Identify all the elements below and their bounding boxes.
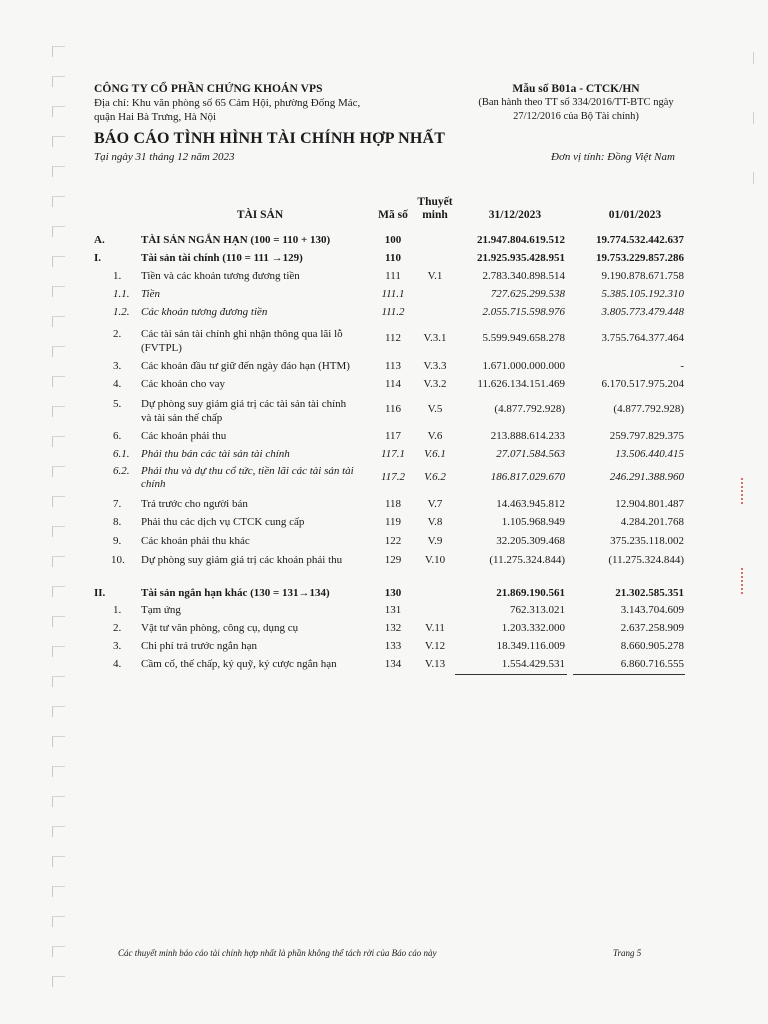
- row-previous: 12.904.801.487: [615, 498, 684, 510]
- column-code: Mã số: [378, 209, 408, 221]
- row-previous: 3.755.764.377.464: [601, 332, 684, 344]
- footer-note: Các thuyết minh báo cáo tài chính hợp nhất là phần không thể tách rời của Báo cáo này: [118, 948, 437, 958]
- row-code: 133: [384, 640, 402, 652]
- row-code: 110: [385, 252, 401, 264]
- row-no: 2.: [113, 622, 122, 634]
- row-code: 111.2: [381, 306, 405, 318]
- row-no: 6.: [113, 430, 122, 442]
- row-current: 727.625.299.538: [490, 288, 565, 300]
- row-previous: (4.877.792.928): [613, 403, 684, 415]
- row-previous: 246.291.388.960: [609, 471, 684, 483]
- row-code: 132: [384, 622, 402, 634]
- row-previous: -: [680, 360, 684, 372]
- row-note: V.3.3: [423, 360, 447, 372]
- row-no: 1.2.: [113, 306, 130, 318]
- row-code: 111: [385, 270, 401, 282]
- row-name: Tiền: [141, 288, 160, 300]
- row-no: 3.: [113, 360, 122, 372]
- row-previous: 5.385.105.192.310: [601, 288, 684, 300]
- row-current: 213.888.614.233: [490, 430, 565, 442]
- row-previous: 19.753.229.857.286: [596, 252, 684, 264]
- form-note-line-2: 27/12/2016 của Bộ Tài chính): [513, 111, 639, 122]
- row-name: Chi phí trả trước ngắn hạn: [141, 640, 257, 652]
- row-current: 32.205.309.468: [496, 535, 565, 547]
- row-no: 9.: [113, 535, 122, 547]
- row-no: 1.: [113, 270, 122, 282]
- row-no: II.: [94, 587, 106, 599]
- row-code: 118: [384, 498, 402, 510]
- row-current: 186.817.029.670: [490, 471, 565, 483]
- row-code: 129: [384, 554, 402, 566]
- row-current: 1.203.332.000: [501, 622, 565, 634]
- row-previous: 4.284.201.768: [620, 516, 684, 528]
- form-header: [456, 82, 696, 124]
- row-name: Các khoản phải thu: [141, 430, 227, 442]
- row-current: 2.055.715.598.976: [482, 306, 565, 318]
- row-previous: 2.637.258.909: [620, 622, 684, 634]
- row-no: 8.: [113, 516, 122, 528]
- row-current: (4.877.792.928): [494, 403, 565, 415]
- row-current: 1.105.968.949: [501, 516, 565, 528]
- edge-mark: [749, 112, 754, 124]
- row-no: 10.: [111, 554, 125, 566]
- row-previous: 9.190.878.671.758: [601, 270, 684, 282]
- row-note: V.12: [424, 640, 446, 652]
- row-previous: (11.275.324.844): [608, 554, 684, 566]
- company-header: [94, 82, 414, 124]
- row-name: TÀI SẢN NGẮN HẠN (100 = 110 + 130): [141, 234, 331, 246]
- row-name: Tạm ứng: [141, 604, 181, 616]
- edge-mark: [749, 52, 754, 64]
- row-current: 1.554.429.531: [501, 658, 565, 670]
- address-line-1: Địa chỉ: Khu văn phòng số 65 Cảm Hội, phường Đống Mác,: [94, 97, 361, 109]
- red-ink-mark: [741, 478, 749, 504]
- address-line-2: quận Hai Bà Trưng, Hà Nội: [94, 111, 217, 123]
- edge-mark: [749, 172, 754, 184]
- row-note: V.6.1: [424, 448, 446, 460]
- row-name: Các khoản tương đương tiền: [141, 306, 268, 318]
- total-underline-previous: [573, 674, 685, 675]
- row-current: 1.671.000.000.000: [482, 360, 565, 372]
- row-code: 111.1: [381, 288, 405, 300]
- row-current: 27.071.584.563: [496, 448, 565, 460]
- row-previous: 3.143.704.609: [620, 604, 684, 616]
- row-note: V.6.2: [424, 471, 446, 483]
- row-current: 5.599.949.658.278: [482, 332, 565, 344]
- row-previous: 3.805.773.479.448: [601, 306, 684, 318]
- row-name: Phải thu các dịch vụ CTCK cung cấp: [141, 516, 305, 528]
- row-name-line-1: Phải thu và dự thu cổ tức, tiền lãi các tài sản tài: [141, 465, 354, 477]
- report-date: Tại ngày 31 tháng 12 năm 2023: [94, 151, 235, 163]
- row-code: 131: [384, 604, 402, 616]
- total-underline-current: [455, 674, 567, 675]
- row-no: 4.: [113, 378, 122, 390]
- row-name: Tài sản tài chính (110 = 111 →129): [141, 252, 303, 264]
- row-no: 5.: [113, 398, 122, 410]
- row-no: 2.: [113, 328, 122, 340]
- row-code: 122: [384, 535, 402, 547]
- row-previous: 19.774.532.442.637: [596, 234, 684, 246]
- row-note: V.8: [427, 516, 443, 528]
- row-code: 119: [384, 516, 402, 528]
- row-name: Các khoản phải thu khác: [141, 535, 250, 547]
- row-name: Vật tư văn phòng, công cụ, dụng cụ: [141, 622, 299, 634]
- row-current: 2.783.340.898.514: [482, 270, 565, 282]
- row-code: 130: [384, 587, 402, 599]
- report-title: BÁO CÁO TÌNH HÌNH TÀI CHÍNH HỢP NHẤT: [94, 130, 446, 147]
- row-previous: 6.170.517.975.204: [601, 378, 684, 390]
- row-no: 1.1.: [113, 288, 130, 300]
- row-note: V.7: [427, 498, 443, 510]
- row-no: 1.: [113, 604, 122, 616]
- page-number: Trang 5: [613, 948, 642, 958]
- row-previous: 6.860.716.555: [620, 658, 684, 670]
- row-note: V.11: [425, 622, 445, 634]
- row-no: 4.: [113, 658, 122, 670]
- row-code: 117.1: [381, 448, 405, 460]
- row-no: 3.: [113, 640, 122, 652]
- row-current: 762.313.021: [510, 604, 565, 616]
- column-current: 31/12/2023: [488, 209, 542, 221]
- company-name: CÔNG TY CỔ PHẦN CHỨNG KHOÁN VPS: [94, 83, 323, 95]
- row-name-line-2: (FVTPL): [141, 342, 182, 354]
- row-previous: 13.506.440.415: [615, 448, 684, 460]
- row-code: 100: [384, 234, 402, 246]
- row-name: Các khoản đầu tư giữ đến ngày đáo hạn (HTM): [141, 360, 350, 372]
- row-current: 21.925.935.428.951: [477, 252, 565, 264]
- row-previous: 259.797.829.375: [609, 430, 684, 442]
- column-asset: TÀI SẢN: [236, 209, 284, 221]
- row-previous: 8.660.905.278: [620, 640, 684, 652]
- row-current: (11.275.324.844): [489, 554, 565, 566]
- row-name-line-2: chính: [141, 478, 166, 490]
- row-code: 114: [384, 378, 402, 390]
- row-code: 117: [384, 430, 402, 442]
- row-name: Trả trước cho người bán: [141, 498, 248, 510]
- row-name: Phải thu bán các tài sản tài chính: [141, 448, 290, 460]
- row-no: A.: [94, 234, 105, 246]
- row-current: 21.869.190.561: [496, 587, 565, 599]
- row-name: Dự phòng suy giảm giá trị các khoản phải thu: [141, 554, 343, 566]
- row-name-line-2: và tài sản thế chấp: [141, 412, 223, 424]
- row-code: 113: [384, 360, 402, 372]
- row-no: I.: [94, 252, 102, 264]
- column-previous: 01/01/2023: [608, 209, 662, 221]
- row-current: 18.349.116.009: [496, 640, 565, 652]
- column-note: Thuyết minh: [417, 196, 453, 221]
- row-no: 6.2.: [113, 465, 130, 477]
- row-note: V.9: [427, 535, 443, 547]
- row-name: Cầm cố, thế chấp, ký quỹ, ký cược ngắn hạn: [141, 658, 337, 670]
- row-no: 6.1.: [113, 448, 130, 460]
- row-code: 112: [384, 332, 402, 344]
- form-note-line-1: (Ban hành theo TT số 334/2016/TT-BTC ngày: [478, 97, 674, 108]
- row-note: V.3.2: [423, 378, 447, 390]
- row-previous: 21.302.585.351: [615, 587, 684, 599]
- red-ink-mark: [741, 568, 749, 594]
- row-note: V.5: [427, 403, 443, 415]
- row-code: 117.2: [381, 471, 405, 483]
- row-no: 7.: [113, 498, 122, 510]
- row-name-line-1: Các tài sản tài chính ghi nhận thông qua lãi lỗ: [141, 328, 343, 340]
- row-current: 11.626.134.151.469: [477, 378, 565, 390]
- row-previous: 375.235.118.002: [610, 535, 684, 547]
- form-number: Mẫu số B01a - CTCK/HN: [512, 83, 640, 95]
- row-code: 134: [384, 658, 402, 670]
- row-name-line-1: Dự phòng suy giảm giá trị các tài sản tài chính: [141, 398, 347, 410]
- row-name: Tài sản ngắn hạn khác (130 = 131→134): [141, 587, 330, 599]
- binder-marks: [52, 40, 68, 1000]
- row-note: V.13: [424, 658, 446, 670]
- row-note: V.3.1: [423, 332, 447, 344]
- row-note: V.6: [427, 430, 443, 442]
- row-name: Các khoản cho vay: [141, 378, 225, 390]
- row-code: 116: [384, 403, 402, 415]
- row-name: Tiền và các khoản tương đương tiền: [141, 270, 300, 282]
- row-note: V.1: [427, 270, 443, 282]
- row-current: 14.463.945.812: [496, 498, 565, 510]
- row-note: V.10: [424, 554, 446, 566]
- currency-unit: Đơn vị tính: Đồng Việt Nam: [551, 151, 675, 163]
- row-current: 21.947.804.619.512: [477, 234, 565, 246]
